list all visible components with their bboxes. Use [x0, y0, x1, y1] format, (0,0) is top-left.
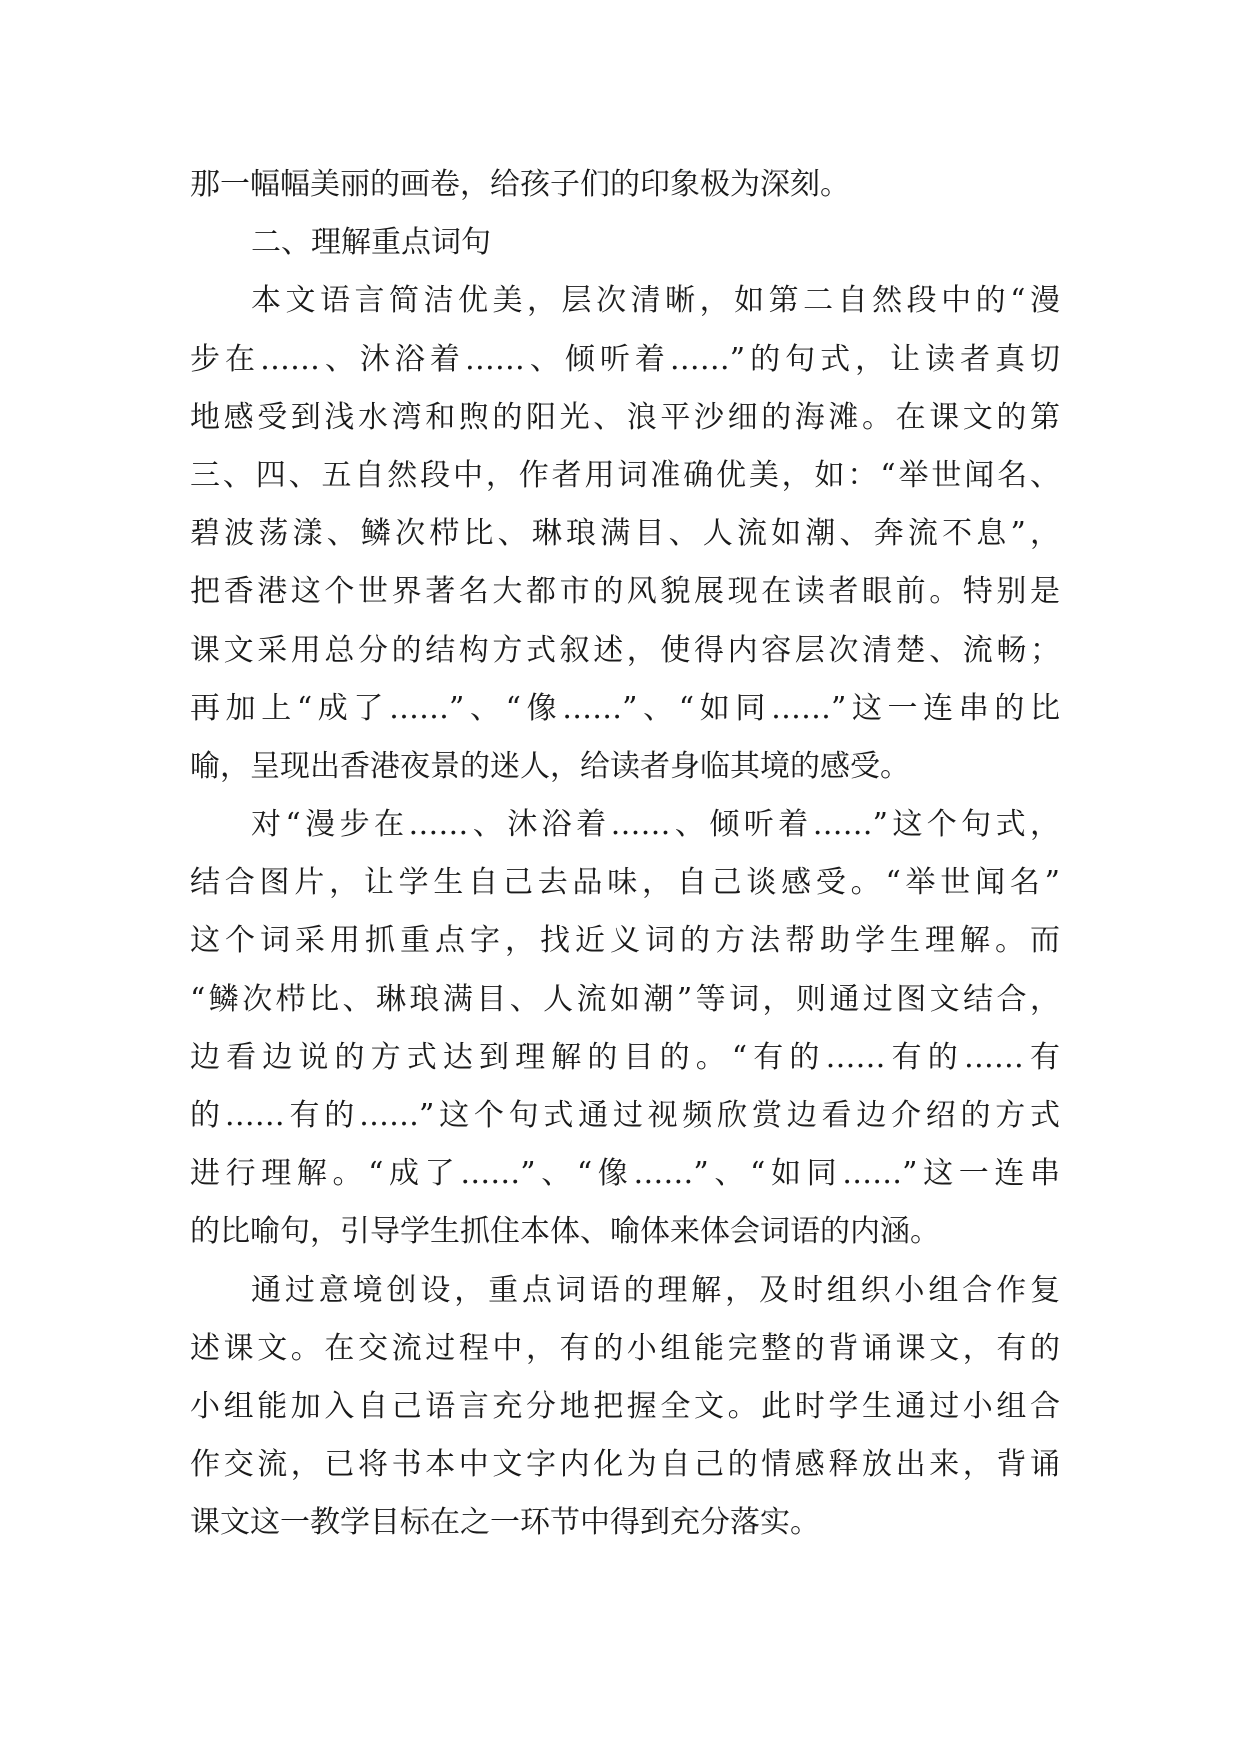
text-line: 小组能加入自己语言充分地把握全文。此时学生通过小组合 [190, 1388, 1060, 1424]
text-line: 再加上“成了……”、“像……”、“如同……”这一连串的比 [190, 690, 1060, 726]
text-line: 边看边说的方式达到理解的目的。“有的……有的……有 [190, 1039, 1060, 1075]
text-line: “鳞次栉比、琳琅满目、人流如潮”等词，则通过图文结合， [190, 981, 1060, 1017]
text-line: 三、四、五自然段中，作者用词准确优美，如：“举世闻名、 [190, 457, 1060, 493]
text-line: 这个词采用抓重点字，找近义词的方法帮助学生理解。而 [190, 923, 1060, 959]
text-line: 的……有的……”这个句式通过视频欣赏边看边介绍的方式 [190, 1098, 1060, 1133]
text-line: 课文采用总分的结构方式叙述，使得内容层次清楚、流畅； [190, 632, 1060, 668]
text-line: 述课文。在交流过程中，有的小组能完整的背诵课文，有的 [190, 1330, 1060, 1366]
paragraph-first-line: 二、理解重点词句 [251, 225, 491, 261]
text-line: 那一幅幅美丽的画卷，给孩子们的印象极为深刻。 [190, 167, 850, 202]
text-line: 喻，呈现出香港夜景的迷人，给读者身临其境的感受。 [190, 748, 910, 784]
paragraph-first-line: 对“漫步在……、沐浴着……、倾听着……”这个句式， [251, 807, 1060, 843]
text-line: 课文这一教学目标在之一环节中得到充分落实。 [190, 1505, 820, 1541]
text-line: 把香港这个世界著名大都市的风貌展现在读者眼前。特别是 [190, 574, 1060, 610]
text-line: 结合图片，让学生自己去品味，自己谈感受。“举世闻名” [190, 865, 1060, 901]
text-line: 碧波荡漾、鳞次栉比、琳琅满目、人流如潮、奔流不息”， [190, 516, 1060, 552]
text-line: 进行理解。“成了……”、“像……”、“如同……”这一连串 [190, 1156, 1060, 1192]
paragraph-first-line: 本文语言简洁优美，层次清晰，如第二自然段中的“漫 [251, 283, 1060, 319]
document-body [190, 156, 1060, 1553]
text-line: 地感受到浅水湾和煦的阳光、浪平沙细的海滩。在课文的第 [190, 399, 1060, 435]
paragraph-first-line: 通过意境创设，重点词语的理解，及时组织小组合作复 [251, 1272, 1060, 1308]
text-line: 步在……、沐浴着……、倾听着……”的句式，让读者真切 [190, 341, 1060, 377]
text-line: 作交流，已将书本中文字内化为自己的情感释放出来，背诵 [190, 1447, 1060, 1483]
text-line: 的比喻句，引导学生抓住本体、喻体来体会词语的内涵。 [190, 1214, 940, 1250]
